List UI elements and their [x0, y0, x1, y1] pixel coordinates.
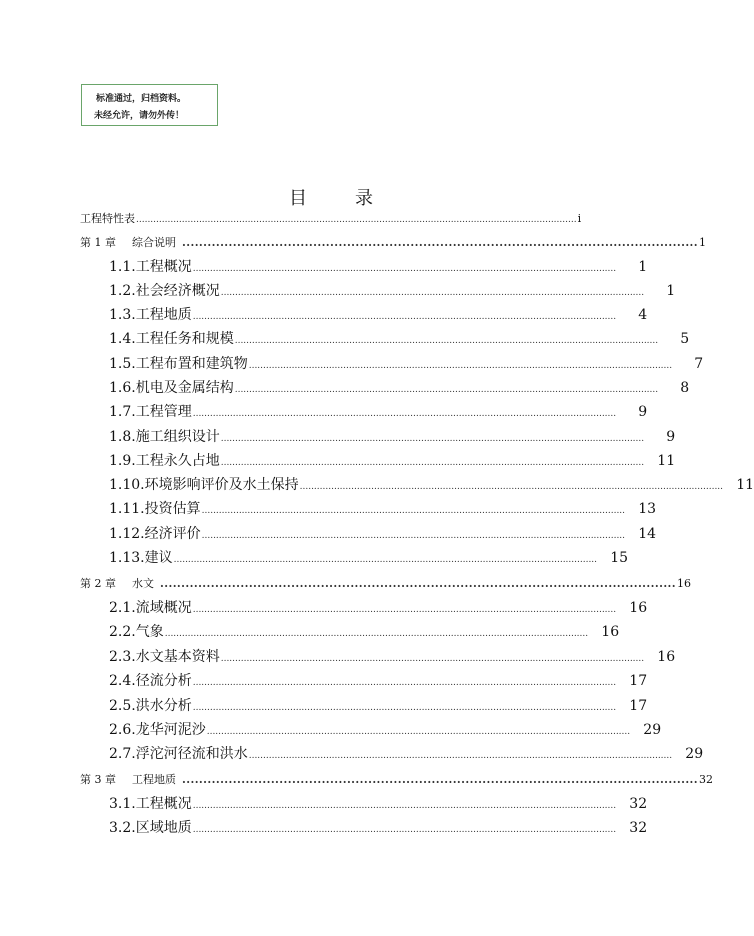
section-title: 工程永久占地	[135, 453, 220, 469]
toc-section-2-7[interactable]	[109, 743, 704, 763]
dot-leader: ....................................................................................................................................................	[220, 434, 645, 444]
chapter-title: 工程地质	[132, 773, 176, 786]
stamp-line-2: 未经允许，请勿外传！	[94, 111, 185, 121]
section-number: 3.1.	[109, 796, 136, 812]
toc-section-1-10[interactable]	[109, 474, 754, 494]
toc-section-1-1[interactable]	[109, 256, 648, 276]
section-title: 社会经济概况	[135, 283, 220, 299]
section-title: 机电及金属结构	[135, 380, 234, 396]
dot-leader: ....................................................................................................................................................	[220, 654, 645, 664]
section-title: 水文基本资料	[135, 649, 220, 665]
toc-section-2-5[interactable]	[109, 695, 648, 715]
approval-stamp	[81, 84, 218, 126]
toc-entry-title: 工程特性表	[80, 212, 135, 225]
section-page: 15	[610, 550, 629, 566]
chapter-title: 综合说明	[132, 236, 176, 249]
dot-leader: ..........................................................................................................................	[182, 236, 699, 249]
dot-leader: ....................................................................................................................................................	[234, 385, 659, 395]
section-title: 区域地质	[135, 820, 192, 836]
toc-section-1-13[interactable]	[109, 547, 629, 567]
chapter-label: 第 3 章	[80, 773, 116, 786]
section-number: 1.3.	[109, 307, 136, 323]
dot-leader: ..........................................................................................................................	[160, 577, 677, 590]
chapter-label: 第 1 章	[80, 236, 116, 249]
section-title: 工程任务和规模	[135, 331, 234, 347]
dot-leader: ....................................................................................................................................................	[248, 751, 673, 761]
toc-section-1-11[interactable]	[109, 498, 657, 518]
section-number: 1.6.	[109, 380, 136, 396]
section-page: 29	[685, 746, 704, 762]
section-page: 16	[657, 649, 676, 665]
section-title: 施工组织设计	[135, 429, 220, 445]
section-number: 1.9.	[109, 453, 136, 469]
chapter-label: 第 2 章	[80, 577, 116, 590]
section-number: 2.3.	[109, 649, 136, 665]
section-page: 16	[601, 624, 620, 640]
dot-leader: ....................................................................................................................................................	[192, 703, 617, 713]
section-number: 1.4.	[109, 331, 136, 347]
section-title: 龙华河泥沙	[135, 722, 206, 738]
section-page: 4	[638, 307, 648, 323]
dot-leader: ....................................................................................................................................................	[220, 288, 645, 298]
section-title: 工程管理	[135, 404, 192, 420]
section-page: 7	[694, 356, 704, 372]
toc-section-2-4[interactable]	[109, 670, 648, 690]
toc-entry-page: i	[577, 212, 582, 225]
toc-section-1-5[interactable]	[109, 353, 704, 373]
toc-chapter-3[interactable]	[80, 771, 714, 787]
stamp-line-1: 标准通过，归档资料。	[96, 94, 187, 104]
section-number: 3.2.	[109, 820, 136, 836]
dot-leader: ..........................................................................................................................	[182, 773, 699, 786]
section-title: 工程布置和建筑物	[135, 356, 248, 372]
toc-section-3-2[interactable]	[109, 817, 648, 837]
section-number: 1.13.	[109, 550, 145, 566]
section-title: 工程地质	[135, 307, 192, 323]
section-page: 13	[638, 501, 657, 517]
section-page: 5	[680, 331, 690, 347]
section-title: 工程概况	[135, 796, 192, 812]
dot-leader: ....................................................................................................................................................	[299, 482, 724, 492]
section-number: 1.2.	[109, 283, 136, 299]
section-number: 2.2.	[109, 624, 136, 640]
section-page: 1	[638, 259, 648, 275]
toc-chapter-2[interactable]	[80, 575, 692, 591]
section-page: 17	[629, 698, 648, 714]
dot-leader: ....................................................................................................................................................	[192, 801, 617, 811]
toc-section-1-8[interactable]	[109, 426, 676, 446]
section-title: 投资估算	[144, 501, 201, 517]
toc-section-3-1[interactable]	[109, 793, 648, 813]
toc-section-1-6[interactable]	[109, 377, 690, 397]
dot-leader: ....................................................................................................................................................	[192, 605, 617, 615]
section-page: 9	[666, 429, 676, 445]
section-page: 16	[629, 600, 648, 616]
dot-leader: ....................................................................................................................................................	[192, 825, 617, 835]
dot-leader: ....................................................................................................................................................	[201, 506, 626, 516]
section-number: 2.7.	[109, 746, 136, 762]
section-title: 径流分析	[135, 673, 192, 689]
toc-section-2-3[interactable]	[109, 646, 676, 666]
section-number: 1.5.	[109, 356, 136, 372]
section-page: 32	[629, 820, 648, 836]
section-page: 32	[629, 796, 648, 812]
dot-leader: ..........................................................................................................................................................	[136, 215, 577, 225]
toc-section-1-3[interactable]	[109, 304, 648, 324]
section-title: 建议	[144, 550, 173, 566]
section-title: 浮沱河径流和洪水	[135, 746, 248, 762]
chapter-page: 16	[677, 577, 692, 590]
toc-section-1-9[interactable]	[109, 450, 676, 470]
dot-leader: ....................................................................................................................................................	[192, 264, 617, 274]
section-page: 17	[629, 673, 648, 689]
toc-section-2-6[interactable]	[109, 719, 662, 739]
section-number: 1.12.	[109, 526, 145, 542]
section-number: 1.8.	[109, 429, 136, 445]
dot-leader: ....................................................................................................................................................	[201, 531, 626, 541]
section-title: 工程概况	[135, 259, 192, 275]
toc-section-1-12[interactable]	[109, 523, 657, 543]
page-title	[0, 184, 662, 210]
chapter-page: 32	[699, 773, 714, 786]
toc-entry-front[interactable]	[80, 210, 582, 226]
toc-section-1-4[interactable]	[109, 328, 690, 348]
section-number: 1.1.	[109, 259, 136, 275]
section-title: 经济评价	[144, 526, 201, 542]
section-number: 1.11.	[109, 501, 145, 517]
chapter-title: 水文	[132, 577, 154, 590]
section-title: 环境影响评价及水土保持	[144, 477, 299, 493]
dot-leader: ....................................................................................................................................................	[192, 409, 617, 419]
section-number: 2.4.	[109, 673, 136, 689]
section-page: 29	[643, 722, 662, 738]
section-title: 流域概况	[135, 600, 192, 616]
dot-leader: ....................................................................................................................................................	[192, 312, 617, 322]
dot-leader: ....................................................................................................................................................	[164, 629, 589, 639]
section-page: 11	[657, 453, 676, 469]
chapter-page: 1	[699, 236, 707, 249]
toc-section-1-7[interactable]	[109, 401, 648, 421]
title-char-2: 录	[355, 188, 373, 209]
section-number: 1.10.	[109, 477, 145, 493]
section-page: 14	[638, 526, 657, 542]
section-page: 11	[736, 477, 754, 493]
title-char-1: 目	[289, 188, 307, 209]
toc-chapter-1[interactable]	[80, 234, 707, 250]
toc-section-2-1[interactable]	[109, 597, 648, 617]
toc-section-2-2[interactable]	[109, 621, 620, 641]
toc-section-1-2[interactable]	[109, 280, 676, 300]
section-page: 8	[680, 380, 690, 396]
section-page: 1	[666, 283, 676, 299]
dot-leader: ....................................................................................................................................................	[192, 678, 617, 688]
dot-leader: ....................................................................................................................................................	[220, 458, 645, 468]
section-number: 2.5.	[109, 698, 136, 714]
section-number: 2.1.	[109, 600, 136, 616]
section-number: 1.7.	[109, 404, 136, 420]
dot-leader: ....................................................................................................................................................	[173, 555, 598, 565]
section-number: 2.6.	[109, 722, 136, 738]
section-title: 洪水分析	[135, 698, 192, 714]
section-title: 气象	[135, 624, 164, 640]
dot-leader: ....................................................................................................................................................	[248, 361, 673, 371]
dot-leader: ....................................................................................................................................................	[234, 336, 659, 346]
section-page: 9	[638, 404, 648, 420]
dot-leader: ....................................................................................................................................................	[206, 727, 631, 737]
